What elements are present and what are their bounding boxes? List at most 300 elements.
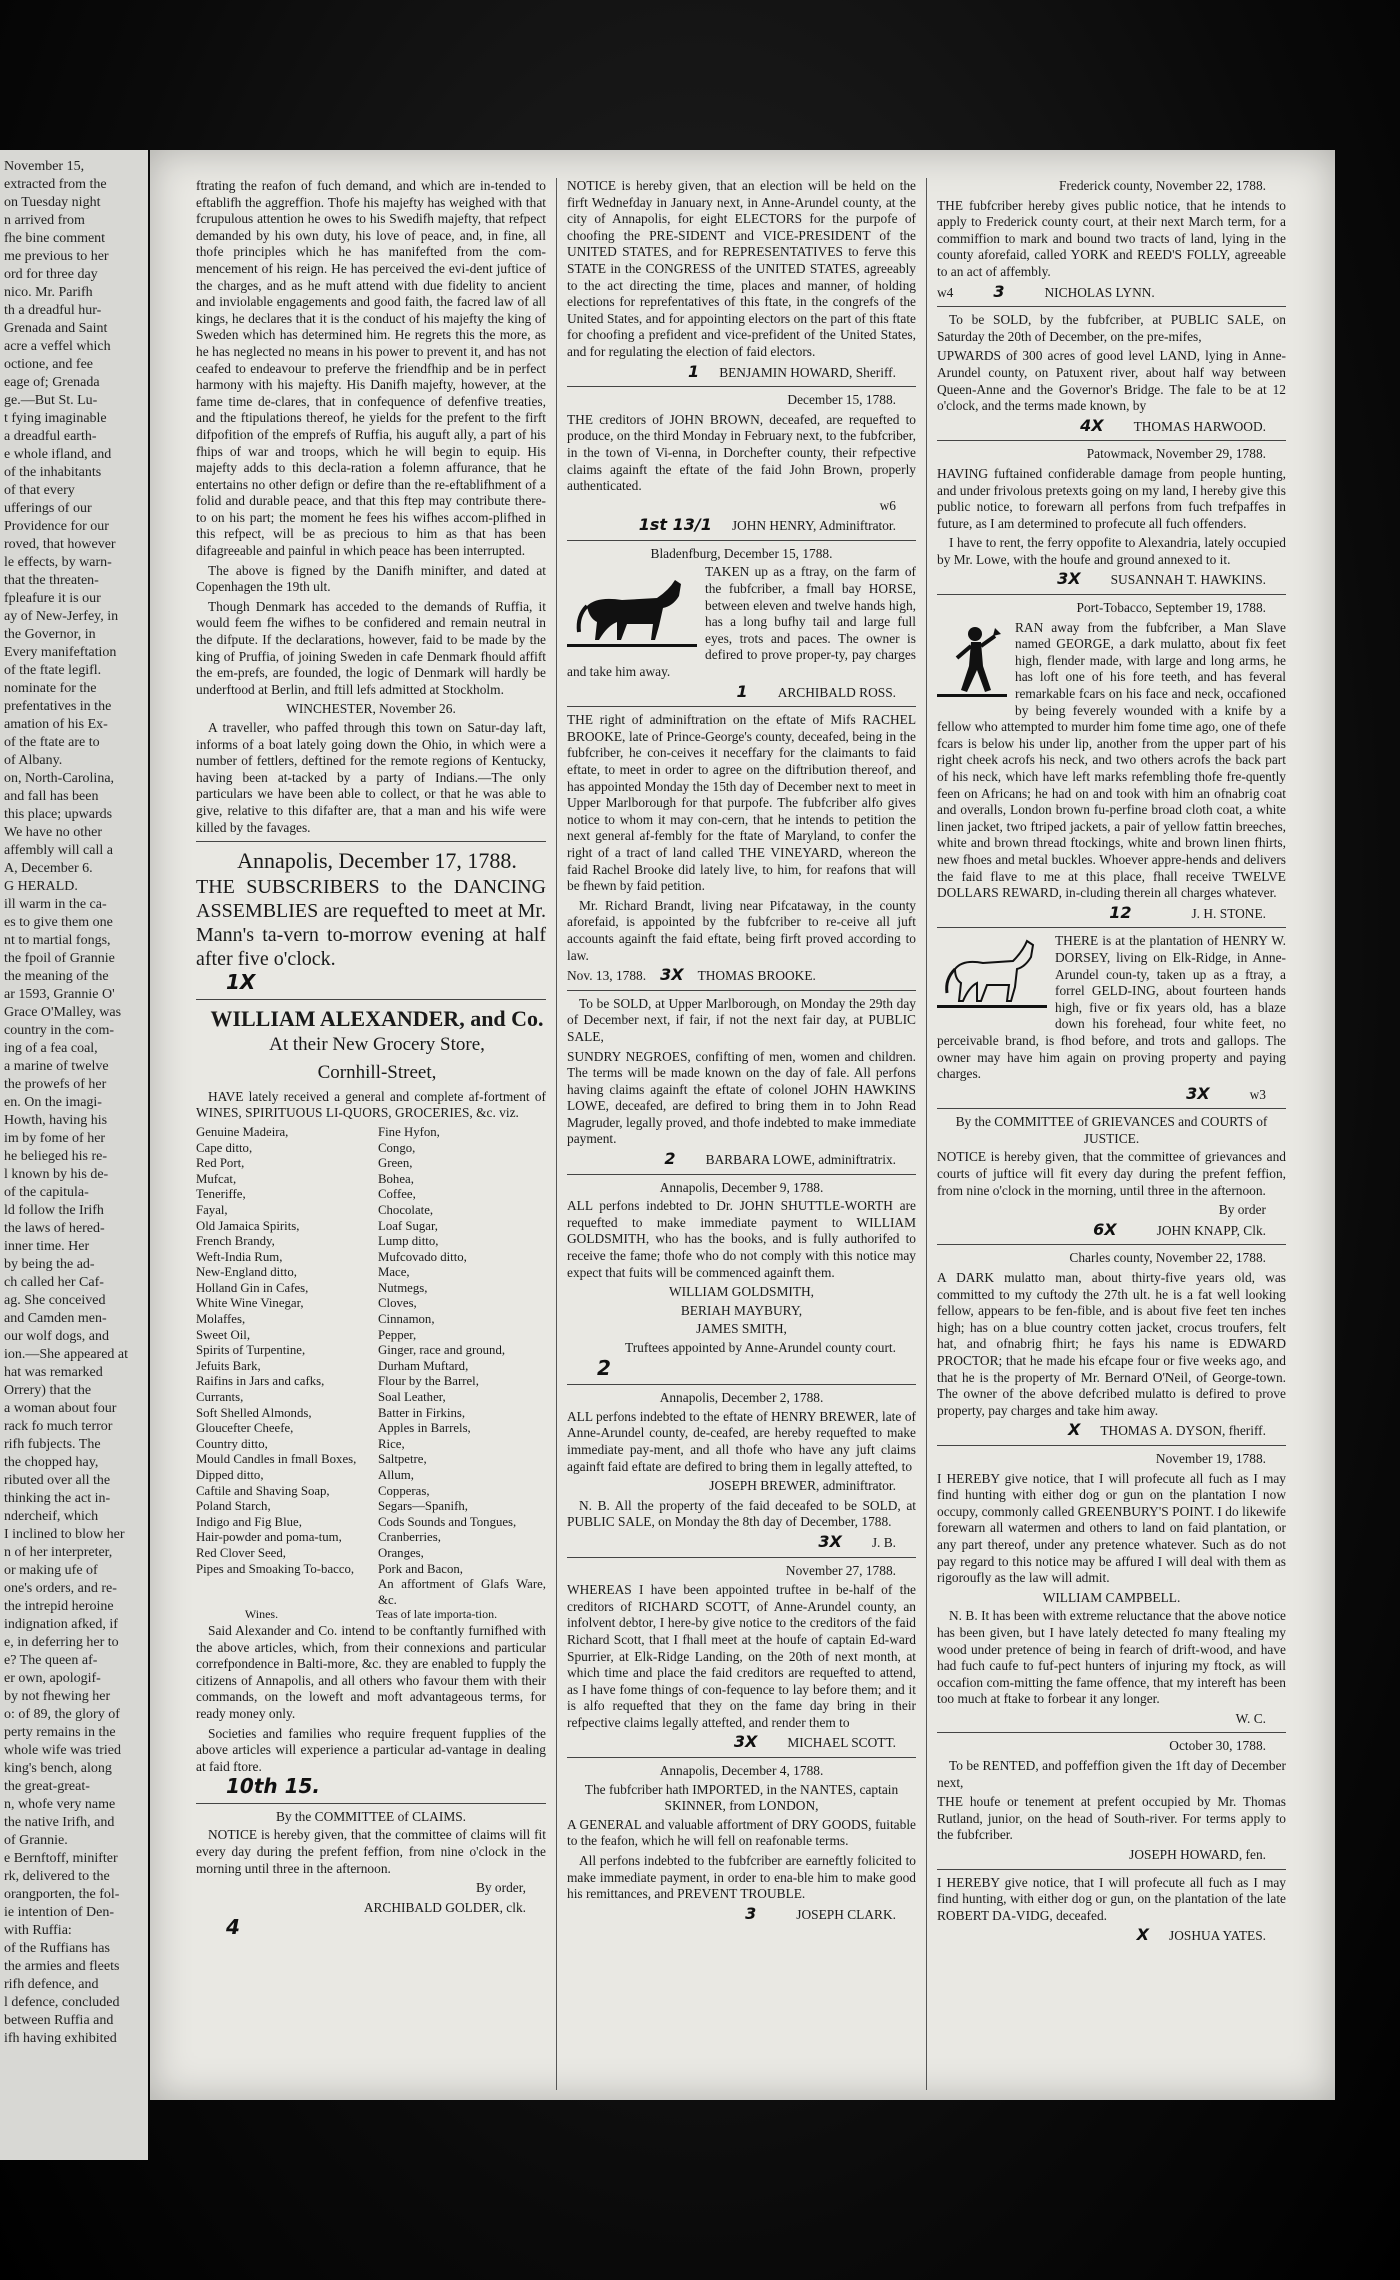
previous-page-line: We have no other — [4, 825, 102, 840]
divider — [937, 440, 1286, 441]
previous-page-line: on Tuesday night — [4, 195, 101, 210]
grocery-ad-intro: HAVE lately received a general and complete af-fortment of WINES, SPIRITUOUS LI-QUORS, GROCERIES, &c. viz. — [196, 1088, 546, 1121]
goods-item: Apples in Barrels, — [378, 1421, 471, 1436]
divider — [567, 1384, 916, 1385]
previous-page-line: of the ftate legifl. — [4, 663, 102, 678]
runaway-woodcut — [937, 622, 1007, 702]
goods-item: Currants, — [196, 1390, 244, 1405]
divider — [567, 1757, 916, 1758]
hunting-nb: N. B. It has been with extreme reluctance that the above notice has been given, but I have lately detected fo many ftealing my wood under pretence of being in fearch of drift-wood, and have had fuch caufe to fuf-pect hunters of injuring my ftock, as will occafion com-mitting the fame offence, that my intereft has been too much at ftake to forbear it any longer. — [937, 1608, 1286, 1707]
goods-item: Mould Candles in fmall Boxes, — [196, 1452, 357, 1467]
goods-item: Fayal, — [196, 1202, 228, 1217]
ad-dateline: December 15, 1788. — [787, 392, 896, 408]
previous-page-line: indignation afked, if — [4, 1617, 118, 1632]
goods-list-right — [378, 1125, 546, 1608]
previous-page-line: of the Ruffians has — [4, 1941, 110, 1956]
divider — [567, 990, 916, 991]
import-notice: A GENERAL and valuable affortment of DRY GOODS, fuitable to the feafon, which he will fell on reafonable terms. — [567, 1816, 916, 1849]
goods-item: Nutmegs, — [378, 1280, 428, 1295]
sale-notice: To be SOLD, at Upper Marlborough, on Monday the 29th day of December next, if fair, if not the next fair day, at PUBLIC SALE, — [567, 995, 916, 1044]
previous-page-line: by not fhewing her — [4, 1689, 111, 1704]
column-3 — [926, 178, 1296, 2090]
previous-page-line: acre a veffel which — [4, 339, 111, 354]
goods-item: Cloves, — [378, 1296, 417, 1311]
previous-page-line: a woman about four — [4, 1401, 117, 1416]
initials: W. C. — [1235, 1710, 1266, 1726]
previous-page-line: ie intention of Den- — [4, 1905, 115, 1920]
trespass-notice: HAVING fuftained confiderable damage from people hunting, and under frivolous pretexts going on my land, I hereby give this public notice, to forewarn all perfons from fuch trefpaffes in future, as I am determined to profecute all fuch offenders. — [937, 465, 1286, 531]
divider — [937, 1108, 1286, 1109]
previous-page-line: that the threaten- — [4, 573, 99, 588]
grocery-ad-closing: Said Alexander and Co. intend to be conftantly furnifhed with the above articles, which, from their connexions and particular correfpondence in Balti-more, &c. they are enabled to fupply the citizens of Annapolis, and all others who favour them with their commands, on the loweft and moft advantageous terms, for ready money only. — [196, 1622, 546, 1721]
signature: WILLIAM CAMPBELL. — [1042, 1589, 1181, 1605]
goods-item: Poland Starch, — [196, 1499, 271, 1514]
ad-dateline: October 30, 1788. — [1169, 1738, 1266, 1754]
estate-notice: ALL perfons indebted to the eftate of HENRY BREWER, late of Anne-Arundel county, de-ceafed, are hereby requefted to make immediate pay-ment, and all thofe who have any juft claims againft faid eftate are defired to bring them in legally attefted, to — [567, 1408, 916, 1474]
previous-page-line: ay of New-Jerfey, in — [4, 609, 119, 624]
goods-item: Old Jamaica Spirits, — [196, 1218, 300, 1233]
previous-page-line: affembly will call a — [4, 843, 113, 858]
divider — [196, 999, 546, 1000]
previous-page-line: n of her interpreter, — [4, 1545, 113, 1560]
previous-page-line: the meaning of the — [4, 969, 109, 984]
article-paragraph: A traveller, who paffed through this town on Satur-day laft, informs of a boat lately going down the Ohio, in which were a number of fettlers, deftined for the remote regions of Kentucky, having been at-tacked by a party of Indians.—The only particulars we have been able to collect, or that he was able to give, relative to this difafter are, that a man and his wife were killed by the favages. — [196, 720, 546, 835]
goods-item: Batter in Firkins, — [378, 1405, 466, 1420]
newspaper-page — [150, 150, 1335, 2100]
previous-page-line: and Camden men- — [4, 1311, 107, 1326]
handwritten-mark: 1st 13/1 — [638, 515, 712, 535]
divider — [567, 540, 916, 541]
handwritten-mark: 10th 15. — [226, 1774, 321, 1799]
ad-dateline: Annapolis, December 4, 1788. — [659, 1763, 824, 1779]
handwritten-mark: 1X — [226, 970, 256, 995]
signature: JAMES SMITH, — [696, 1321, 787, 1337]
goods-list — [196, 1125, 546, 1608]
previous-page-line: nico. Mr. Parifh — [4, 285, 93, 300]
goods-item: Congo, — [378, 1140, 416, 1155]
previous-page-line: th a dreadful hur- — [4, 303, 102, 318]
previous-page-line: rifh fubjects. The — [4, 1437, 101, 1452]
ad-dateline: Annapolis, December 9, 1788. — [659, 1179, 824, 1195]
signature: WILLIAM GOLDSMITH, — [668, 1284, 815, 1300]
creditors-notice: THE creditors of JOHN BROWN, deceafed, are requefted to produce, on the third Monday in February next, to the fubfcriber, in the town of Vi-enna, in Dorchefter county, their refpective claims againft the eftate of the faid John Brown, properly authenticated. — [567, 411, 916, 494]
previous-page-line: n arrived from — [4, 213, 85, 228]
article-paragraph: ftrating the reafon of fuch demand, and which are in-tended to eftablifh the aggreffion. Thofe his majefty has weighed with that fcrupulous attention he owes to his Swedifh majefty, that refpect demanded by his own duty, his love of peace, and, in fine, all thofe principles which he has manifefted from the com-mencement of his reign. He has perceived the evi-dent juftice of the charges, and as he muft attend with due fidelity to ancient and inviolable engagements and good faith, the facred law of all kings, he declares that it is the conduct of his majefty the king of Sweden which has determined him. He regrets this the more, as he has neglected no means in his power to prevent it, and has not ceafed to endeavour to preferve the friendfhip and be in perfect harmony with his majefty. His Danifh majefty, however, at the fame time de-clares, that in confequence of defenfive treaties, and the ftipulations thereof, he yields for the prefent to the firft difpofition of the emprefs of Ruffia, his auguft ally, a part of his fhips of war and troops, which he will begin to equip. His majefty adds to this decla-ration a folemn affurance, that he entertains no other defign or defire than the re-eftablifhment of a folid and durable peace, and that this ftep may contribute there-to on his part; the moment he fees his wifhes accom-plifhed in this refpect, will be as precious to him as that has been difagreeable and painful in which peace has been interrupted. — [196, 178, 546, 559]
previous-page-line: Grace O'Malley, was — [4, 1005, 122, 1020]
column-2 — [556, 178, 926, 2090]
previous-page-line: perty remains in the — [4, 1725, 116, 1740]
previous-page-line: Providence for our — [4, 519, 109, 534]
previous-page-line: me previous to her — [4, 249, 109, 264]
divider — [567, 1174, 916, 1175]
previous-page-line: on, North-Carolina, — [4, 771, 115, 786]
previous-page-line: of the inhabitants — [4, 465, 102, 480]
goods-item: Cranberries, — [378, 1530, 441, 1545]
handwritten-mark: 4X — [1080, 415, 1104, 435]
previous-page-line: es to give them one — [4, 915, 113, 930]
goods-item: Teneriffe, — [196, 1187, 246, 1202]
previous-page-line: e Bernftoff, minifter — [4, 1851, 118, 1866]
handwritten-mark: 3X — [818, 1531, 842, 1551]
handwritten-mark: 12 — [1109, 902, 1132, 922]
signature: 1 ARCHIBALD ROSS. — [736, 681, 896, 701]
land-bound-notice: THE fubfcriber hereby gives public notice, that he intends to apply to Frederick county court, at their next March term, for a commiffion to mark and bound two tracts of land, lying in the county aforefaid, called YORK and REED'S FOLLY, agreeable to an act of affembly. — [937, 197, 1286, 279]
previous-page-line: the intrepid heroine — [4, 1599, 114, 1614]
previous-page-line: nominate for the — [4, 681, 97, 696]
previous-page-line: fpleafure it is our — [4, 591, 101, 606]
previous-page-line: November 15, — [4, 159, 85, 174]
previous-page-line: of the capitula- — [4, 1185, 89, 1200]
goods-item: Pepper, — [378, 1327, 417, 1342]
ad-dateline: Annapolis, December 2, 1788. — [659, 1390, 824, 1406]
committee-notice: NOTICE is hereby given, that the committee of claims will fit every day during the prefent feffion, from nine o'clock in the morning until three in the afternoon. — [196, 1827, 546, 1876]
previous-page-line: or making ufe of — [4, 1563, 98, 1578]
signature: Truftees appointed by Anne-Arundel county court. — [625, 1340, 896, 1355]
previous-page-line: thinking the act in- — [4, 1491, 111, 1506]
divider — [567, 1557, 916, 1558]
previous-page-line: I inclined to blow her — [4, 1527, 125, 1542]
committed-mulatto-notice: A DARK mulatto man, about thirty-five years old, was committed to my cuftody the 27th ult. he is a fat well looking fellow, appears to be fen-fible, and is about five feet ten inches high; has on a blue country cotten jacket, crocus troufers, felt hat, and ofnabrig fhirt; he fays his name is EDWARD PROCTOR; that he made his efcape four or five weeks ago, and that he is the property of Mr. Bernard O'Neil, of George-town. The owner of the above defcribed mulatto is defired to prove property, pay charges and take him away. — [937, 1270, 1286, 1418]
goods-item: Holland Gin in Cafes, — [196, 1280, 309, 1295]
goods-item: French Brandy, — [196, 1234, 275, 1249]
goods-item: Chocolate, — [378, 1202, 434, 1217]
goods-item: Mace, — [378, 1265, 410, 1280]
goods-item: Copperas, — [378, 1483, 430, 1498]
signature: 1st 13/1 JOHN HENRY, Adminiftrator. — [638, 515, 896, 535]
previous-page-line: Grenada and Saint — [4, 321, 108, 336]
goods-item: Indigo and Fig Blue, — [196, 1514, 302, 1529]
previous-page-line: le effects, by warn- — [4, 555, 112, 570]
handwritten-mark: 6X — [1093, 1219, 1117, 1239]
signature: JOSEPH HOWARD, fen. — [1129, 1847, 1266, 1863]
divider — [937, 1732, 1286, 1733]
signature: 1 BENJAMIN HOWARD, Sheriff. — [688, 361, 896, 381]
grocery-ad-title: WILLIAM ALEXANDER, and Co. — [210, 1005, 544, 1031]
previous-page-line: a marine of twelve — [4, 1059, 109, 1074]
previous-page-line: en. On the imagi- — [4, 1095, 102, 1110]
previous-page-line: fhe bine comment — [4, 231, 106, 246]
goods-item: Lump ditto, — [378, 1234, 439, 1249]
goods-item: Rice, — [378, 1436, 405, 1451]
goods-item: Cinnamon, — [378, 1312, 435, 1327]
previous-page-line: the fpoil of Grannie — [4, 951, 115, 966]
rent-notice: THE houfe or tenement at prefent occupied by Mr. Thomas Rutland, junior, on the head of South-river. For terms apply to the fubfcriber. — [937, 1794, 1286, 1843]
land-sale-notice: UPWARDS of 300 acres of good level LAND, lying in Anne-Arundel county, on Patuxent river, about half way between Queen-Anne and the Governor's Bridge. The fale to be at 12 o'clock, and the terms made known, by — [937, 348, 1286, 414]
previous-page-line: whole wife was tried — [4, 1743, 122, 1758]
previous-page-line: prefentatives in the — [4, 699, 112, 714]
goods-item: Pork and Bacon, — [378, 1561, 463, 1576]
previous-page-line: e, in deferring her to — [4, 1635, 119, 1650]
previous-page-line: nt to martial fongs, — [4, 933, 111, 948]
ferry-notice: I have to rent, the ferry oppofite to Alexandria, lately occupied by Mr. Lowe, with the houfe and ground annexed to it. — [937, 535, 1286, 567]
committee-heading: By the COMMITTEE of GRIEVANCES and COURTS of JUSTICE. — [955, 1114, 1268, 1146]
handwritten-mark: 3 — [993, 281, 1005, 301]
committee-heading: By the COMMITTEE of CLAIMS. — [275, 1808, 467, 1824]
previous-page-line: ord for three day — [4, 267, 98, 282]
previous-page-line: with Ruffia: — [4, 1923, 72, 1938]
divider — [196, 841, 546, 842]
previous-page-line: ag. She conceived — [4, 1293, 106, 1308]
signature: 3X w3 — [1186, 1083, 1266, 1103]
handwritten-mark: 3X — [1186, 1083, 1210, 1103]
signature-line: w4 3 NICHOLAS LYNN. — [937, 281, 1155, 301]
previous-page-fragment — [0, 150, 148, 2160]
goods-item: Red Port, — [196, 1156, 245, 1171]
ad-dateline: November 27, 1788. — [785, 1562, 896, 1578]
signature: 12 J. H. STONE. — [1109, 902, 1266, 922]
previous-page-line: of the ftate are to — [4, 735, 100, 750]
signature: BERIAH MAYBURY, — [680, 1302, 803, 1318]
previous-page-line: the native Irifh, and — [4, 1815, 115, 1830]
dancing-assemblies-notice: THE SUBSCRIBERS to the DANCING ASSEMBLIES are requefted to meet at Mr. Mann's ta-vern to-morrow evening at half after five o'clock. — [196, 876, 546, 971]
hunting-notice: I HEREBY give notice, that I will profecute all fuch as I may find hunting with either dog or gun on the plantation I now occupy, commonly called GREENBURY'S POINT. I do likewife forewarn all watermen and others to land on faid plantation, or any part thereof, under any pretence whatever. Such as do not pay regard to this notice may be affured I will deal with them as rigoroufly as the law will admit. — [937, 1470, 1286, 1586]
previous-page-line: rk, delivered to the — [4, 1869, 110, 1884]
signature: ARCHIBALD GOLDER, clk. — [363, 1899, 526, 1915]
previous-page-line: hat was remarked — [4, 1365, 103, 1380]
previous-page-line: of Grannie. — [4, 1833, 68, 1848]
ad-dateline: Port-Tobacco, September 19, 1788. — [1076, 600, 1266, 616]
indebted-notice: ALL perfons indebted to Dr. JOHN SHUTTLE-WORTH are requefted to make immediate payment to WILLIAM GOLDSMITH, who has the books, and is fully authorifed to receive the fame; thofe who do not comply with this notice may expect that fuits will be commenced againft them. — [567, 1198, 916, 1280]
goods-item: Cape ditto, — [196, 1140, 253, 1155]
previous-page-line: roved, that however — [4, 537, 116, 552]
previous-page-line: this place; upwards — [4, 807, 113, 822]
ad-dateline: Frederick county, November 22, 1788. — [1058, 178, 1266, 193]
previous-page-line: the laws of hered- — [4, 1221, 105, 1236]
signature: 3X J. B. — [818, 1531, 896, 1551]
goods-item: Pipes and Smoaking To-bacco, — [196, 1561, 355, 1576]
previous-page-line: the great-great- — [4, 1779, 90, 1794]
goods-item: Mufcovado ditto, — [378, 1249, 467, 1264]
grocery-ad-closing: Societies and families who require frequent fupplies of the above articles will experience a particular ad-vantage in dealing at faid ftore. — [196, 1725, 546, 1774]
goods-item: Flour by the Barrel, — [378, 1374, 479, 1389]
previous-page-line: inner time. Her — [4, 1239, 90, 1254]
previous-page-line: e whole ifland, and — [4, 447, 112, 462]
goods-item: Soal Leather, — [378, 1390, 446, 1405]
grocery-ad-subtitle: At their New Grocery Store, — [269, 1033, 485, 1055]
signature: 3X MICHAEL SCOTT. — [733, 1732, 896, 1752]
previous-page-line: between Ruffia and — [4, 2013, 114, 2028]
import-notice: The fubfcriber hath IMPORTED, in the NANTES, captain SKINNER, from LONDON, — [584, 1781, 899, 1814]
goods-item: Segars—Spanifh, — [378, 1499, 468, 1514]
signature: 3 JOSEPH CLARK. — [745, 1903, 896, 1923]
previous-page-line: eage of; Grenada — [4, 375, 100, 390]
previous-page-line: our wolf dogs, and — [4, 1329, 109, 1344]
handwritten-mark: 3 — [745, 1903, 757, 1923]
goods-item: Gloucefter Cheefe, — [196, 1421, 294, 1436]
goods-item: Bohea, — [378, 1171, 414, 1186]
goods-item: Genuine Madeira, — [196, 1124, 289, 1139]
handwritten-mark: X — [1068, 1420, 1081, 1440]
previous-page-line: ion.—She appeared at — [4, 1347, 129, 1362]
goods-item: Saltpetre, — [378, 1452, 427, 1467]
previous-page-line: ch called her Caf- — [4, 1275, 104, 1290]
previous-page-line: ifh having exhibited — [4, 2031, 117, 2046]
signature: X THOMAS A. DYSON, fheriff. — [1068, 1420, 1266, 1440]
dateline: WINCHESTER, November 26. — [286, 701, 456, 717]
article-paragraph: Though Denmark has acceded to the demands of Ruffia, it would feem fhe wifhes to be confidered and remain neutral in the difpute. If the declarations, however, faid to be made by the king of Pruffia, of joining Sweden in cafe Denmark fhould affift the em-prefs, are founded, the logic of Denmark will hardly be underftood at Berlin, and ftill lefs admitted at Stockholm. — [196, 598, 546, 697]
previous-page-line: the prowefs of her — [4, 1077, 107, 1092]
previous-page-line: octione, and fee — [4, 357, 94, 372]
previous-page-line: ing of a fea coal, — [4, 1041, 98, 1056]
goods-list-left — [196, 1125, 378, 1608]
divider — [196, 1803, 546, 1804]
estate-nb: N. B. All the property of the faid deceafed to be SOLD, at PUBLIC SALE, on Monday the 8th day of December, 1788. — [567, 1497, 916, 1530]
goods-item: Country ditto, — [196, 1436, 268, 1451]
goods-item: Oranges, — [378, 1545, 424, 1560]
import-notice: All perfons indebted to the fubfcriber are earneftly folicited to make immediate payment, in order to ena-ble him to make good his remittances, and PREVENT TROUBLE. — [567, 1853, 916, 1902]
ad-dateline: November 19, 1788. — [1155, 1450, 1266, 1466]
previous-page-line: ill warm in the ca- — [4, 897, 107, 912]
signature: 6X JOHN KNAPP, Clk. — [1093, 1219, 1266, 1239]
previous-page-line: l known by his de- — [4, 1167, 109, 1182]
teas-label: Teas of late importa-tion. — [375, 1607, 498, 1622]
ad-dateline: Patowmack, November 29, 1788. — [1086, 446, 1266, 462]
signature: 3X SUSANNAH T. HAWKINS. — [1057, 569, 1266, 589]
rent-notice: To be RENTED, and poffeffion given the 1ft day of December next, — [937, 1758, 1286, 1790]
committee-notice: NOTICE is hereby given, that the committee of grievances and courts of juftice will fit every day during the prefent feffion, from nine o'clock in the morning, until three in the afternoon. — [937, 1149, 1286, 1198]
divider — [937, 594, 1286, 595]
hunting-notice-2: I HEREBY give notice, that I will profecute all fuch as I may find hunting, with either dog or gun, on the plantation of the late ROBERT DA-VIDG, deceafed. — [937, 1874, 1286, 1923]
previous-page-line: the Governor, in — [4, 627, 96, 642]
goods-item: An affortment of Glafs Ware, &c. — [378, 1577, 546, 1607]
horse-woodcut — [567, 566, 697, 656]
previous-page-line: ufferings of our — [4, 501, 92, 516]
runaway-notice: RAN away from the fubfcriber, a Man Slave named GEORGE, a dark mulatto, about fix feet high, flender made, with large and long arms, he has loft one of his fore teeth, and has feveral remarkable fcars on his face and neck, occafioned by being feverely wounded with a knife by a fellow who attempted to murder him fome time ago, one of thefe fcars is below his under lip, another from the upper part of his right cheek acrofs his neck, and two others acrofs the back part of his neck, which have left marks refembling thofe fre-quently feen on Africans; he had on and took with him an ofnabrig coat and overalls, London brown fu-perfine broad cloth coat, a white linen jacket, two ftriped jackets, a pair of yellow fattin breeches, white and brown thread ftockings, white and brown linen fhirts, new fhoes and metal buckles. Whoever appre-hends and delivers the faid flave to me at this place, fhall receive TWELVE DOLLARS REWARD, in-cluding therein all charges whatever. — [937, 619, 1286, 901]
goods-item: Soft Shelled Almonds, — [196, 1405, 312, 1420]
goods-item: Hair-powder and poma-tum, — [196, 1530, 342, 1545]
order-line: By order — [1218, 1202, 1266, 1218]
previous-page-line: n, whofe very name — [4, 1797, 116, 1812]
previous-page-line: e? The queen af- — [4, 1653, 98, 1668]
stray-horse-notice: TAKEN up as a ftray, on the farm of the fubfcriber, a fmall bay HORSE, between eleven and twelve hands high, has a long bufhy tail and large full eyes, trots and paces. The owner is defired to prove proper-ty, pay charges and take him away. — [567, 564, 916, 680]
signature-line: Nov. 13, 1788. 3X THOMAS BROOKE. — [567, 965, 816, 985]
previous-page-line: king's bench, along — [4, 1761, 112, 1776]
gelding-woodcut — [937, 935, 1047, 1015]
grocery-ad-street: Cornhill-Street, — [317, 1061, 437, 1083]
divider — [567, 386, 916, 387]
previous-page-line: he belieged his re- — [4, 1149, 108, 1164]
signature: 4X THOMAS HARWOOD. — [1080, 415, 1266, 435]
handwritten-mark: 1 — [688, 361, 700, 381]
previous-page-line: ar 1593, Grannie O' — [4, 987, 115, 1002]
previous-page-line: and fall has been — [4, 789, 99, 804]
previous-page-line: a dreadful earth- — [4, 429, 97, 444]
ad-dateline: Bladenfburg, December 15, 1788. — [650, 545, 833, 561]
divider — [937, 306, 1286, 307]
divider — [937, 1445, 1286, 1446]
previous-page-line: the armies and fleets — [4, 1959, 120, 1974]
previous-page-line: G HERALD. — [4, 879, 78, 894]
goods-item: Dipped ditto, — [196, 1468, 264, 1482]
previous-page-line: rifh defence, and — [4, 1977, 99, 1992]
handwritten-mark: 3X — [733, 1732, 758, 1752]
previous-page-line: orangporten, the fol- — [4, 1887, 120, 1902]
previous-page-line: by being the ad- — [4, 1257, 95, 1272]
election-notice: NOTICE is hereby given, that an election will be held on the firft Wednefday in January next, in Anne-Arundel county, at the city of Annapolis, for eight ELECTORS for the purpofe of choofing the PRE-SIDENT and VICE-PRESIDENT of the UNITED STATES, and for REPRESENTATIVES to ferve this STATE in the CONGRESS of the UNITED STATES, agreeably to the act directing the time, places and manner, of holding elections for reprefentatives of this ftate, in the congrefs of the United States, and for appointing electors on the part of this ftate for choofing a prefident and vice-prefident of the United States, and for regulating the election of faid electors. — [567, 178, 916, 359]
previous-page-line: ge.—But St. Lu- — [4, 393, 98, 408]
divider — [937, 1244, 1286, 1245]
previous-page-line: rack fo much terror — [4, 1419, 113, 1434]
land-sale-notice: To be SOLD, by the fubfcriber, at PUBLIC SALE, on Saturday the 20th of December, on the pre-mifes, — [937, 312, 1286, 344]
previous-page-line: l defence, concluded — [4, 1995, 120, 2010]
previous-page-line: ld follow the Irifh — [4, 1203, 104, 1218]
previous-page-line: Every manifeftation — [4, 645, 117, 660]
previous-page-line: country in the com- — [4, 1023, 115, 1038]
signature: JOSEPH BREWER, adminiftrator. — [709, 1478, 896, 1494]
goods-item: Molaffes, — [196, 1312, 246, 1327]
handwritten-mark: X — [1136, 1925, 1150, 1945]
column-1 — [186, 178, 556, 2090]
previous-page-line: im by fome of her — [4, 1131, 106, 1146]
goods-item: Mufcat, — [196, 1171, 237, 1186]
goods-item: New-England ditto, — [196, 1265, 297, 1280]
goods-item: White Wine Vinegar, — [196, 1296, 304, 1311]
goods-item: Jefuits Bark, — [196, 1358, 261, 1373]
previous-page-line: ndercheif, which — [4, 1509, 99, 1524]
goods-item: Weft-India Rum, — [196, 1249, 283, 1264]
administration-notice: Mr. Richard Brandt, living near Pifcataway, in the county aforefaid, is appointed by the fubfcriber to re-ceive all juft accounts againft the faid eftate, being firft proved according to law. — [567, 897, 916, 963]
goods-item: Green, — [378, 1156, 413, 1171]
goods-item: Red Clover Seed, — [196, 1545, 286, 1560]
goods-item: Caftile and Shaving Soap, — [196, 1483, 330, 1498]
previous-page-line: o: of 89, the glory of — [4, 1707, 120, 1722]
ad-dateline: Annapolis, December 17, 1788. — [237, 848, 517, 874]
goods-item: Raifins in Jars and cafks, — [196, 1374, 325, 1389]
previous-page-line: amation of his Ex- — [4, 717, 108, 732]
previous-page-line: er own, apologif- — [4, 1671, 101, 1686]
handwritten-mark: 4 — [226, 1915, 240, 1940]
divider — [937, 927, 1286, 928]
goods-item: Coffee, — [378, 1187, 416, 1202]
previous-page-line: one's orders, and re- — [4, 1581, 117, 1596]
goods-item: Loaf Sugar, — [378, 1218, 438, 1233]
handwritten-mark: 2 — [597, 1355, 611, 1380]
stray-gelding-notice: THERE is at the plantation of HENRY W. DORSEY, living on Elk-Ridge, in Anne-Arundel coun-ty, taken up as a ftray, a forrel GELD-ING, about fourteen hands high, five or fix years old, has a blaze down his forehead, four white feet, no perceivable brand, is fhod before, and trots and gallops. The owner may have him again on proving property and paying charges. — [937, 933, 1286, 1082]
signature: X JOSHUA YATES. — [1136, 1925, 1266, 1945]
previous-page-line: the chopped hay, — [4, 1455, 99, 1470]
wines-label: Wines. — [244, 1607, 279, 1622]
goods-item: Durham Muftard, — [378, 1358, 469, 1373]
goods-item: Ginger, race and ground, — [378, 1343, 506, 1358]
previous-page-line: ributed over all the — [4, 1473, 111, 1488]
goods-item: Cods Sounds and Tongues, — [378, 1514, 517, 1529]
goods-item: Spirits of Turpentine, — [196, 1343, 306, 1358]
previous-page-line: Orrery) that the — [4, 1383, 92, 1398]
trustee-notice: WHEREAS I have been appointed truftee in be-half of the creditors of RICHARD SCOTT, of Anne-Arundel county, an infolvent debtor, I here-by give notice to the creditors of the faid Richard Scott, that I fhall meet at the houfe of captain Ed-ward Spurrier, at Elk-Ridge Landing, on the 20th of next month, at which time and place the faid creditors are requefted to attend, as I have fome things of con-fequence to lay before them; and it is alfo requefted that they on the fame day bring in their refpective claims legally attefted, and render them to — [567, 1582, 916, 1730]
goods-item: Allum, — [378, 1468, 414, 1482]
handwritten-mark: 1 — [736, 681, 748, 701]
goods-item: Fine Hyfon, — [378, 1124, 440, 1139]
signature: 2 BARBARA LOWE, adminiftratrix. — [664, 1149, 896, 1169]
article-paragraph: The above is figned by the Danifh minifter, and dated at Copenhagen the 19th ult. — [196, 562, 546, 595]
handwritten-mark: 2 — [664, 1149, 676, 1169]
previous-page-line: extracted from the — [4, 177, 107, 192]
administration-notice: THE right of adminiftration on the eftate of Mifs RACHEL BROOKE, late of Prince-George's county, deceafed, being in the fubfcriber, he con-ceives it neceffary for the claimants to faid eftate, to meet in order to agree on the diftribution thereof, and has appointed Monday the 15th day of December next to meet in Upper Marlborough for that purpofe. The fubfcriber alfo gives notice to whom it may con-cern, that he intends to petition the next general af-fembly for the ftate of Maryland, to confer the right of a tract of land called THE VINEYARD, whereon the faid Rachel Brooke did lately live, to him, for reafons that will be fhewn by faid petition. — [567, 712, 916, 894]
previous-page-line: of Albany. — [4, 753, 63, 768]
ad-dateline: Charles county, November 22, 1788. — [1069, 1250, 1266, 1266]
previous-page-line: of that every — [4, 483, 75, 498]
divider — [567, 706, 916, 707]
handwritten-mark: 3X — [660, 965, 684, 985]
sale-notice: SUNDRY NEGROES, confifting of men, women and children. The terms will be made known on the day of fale. All perfons having claims againft the eftate of colonel JOHN HAWKINS LOWE, deceafed, are defired to bring them in to John Read Magruder, legally proved, and thofe indebted to make immediate payment. — [567, 1048, 916, 1147]
ad-code: w6 — [879, 497, 896, 513]
handwritten-mark: 3X — [1057, 569, 1081, 589]
goods-item: Sweet Oil, — [196, 1327, 251, 1342]
previous-page-line: Howth, having his — [4, 1113, 108, 1128]
previous-page-line: t fying imaginable — [4, 411, 107, 426]
previous-page-line: A, December 6. — [4, 861, 93, 876]
order-line: By order, — [475, 1880, 526, 1896]
